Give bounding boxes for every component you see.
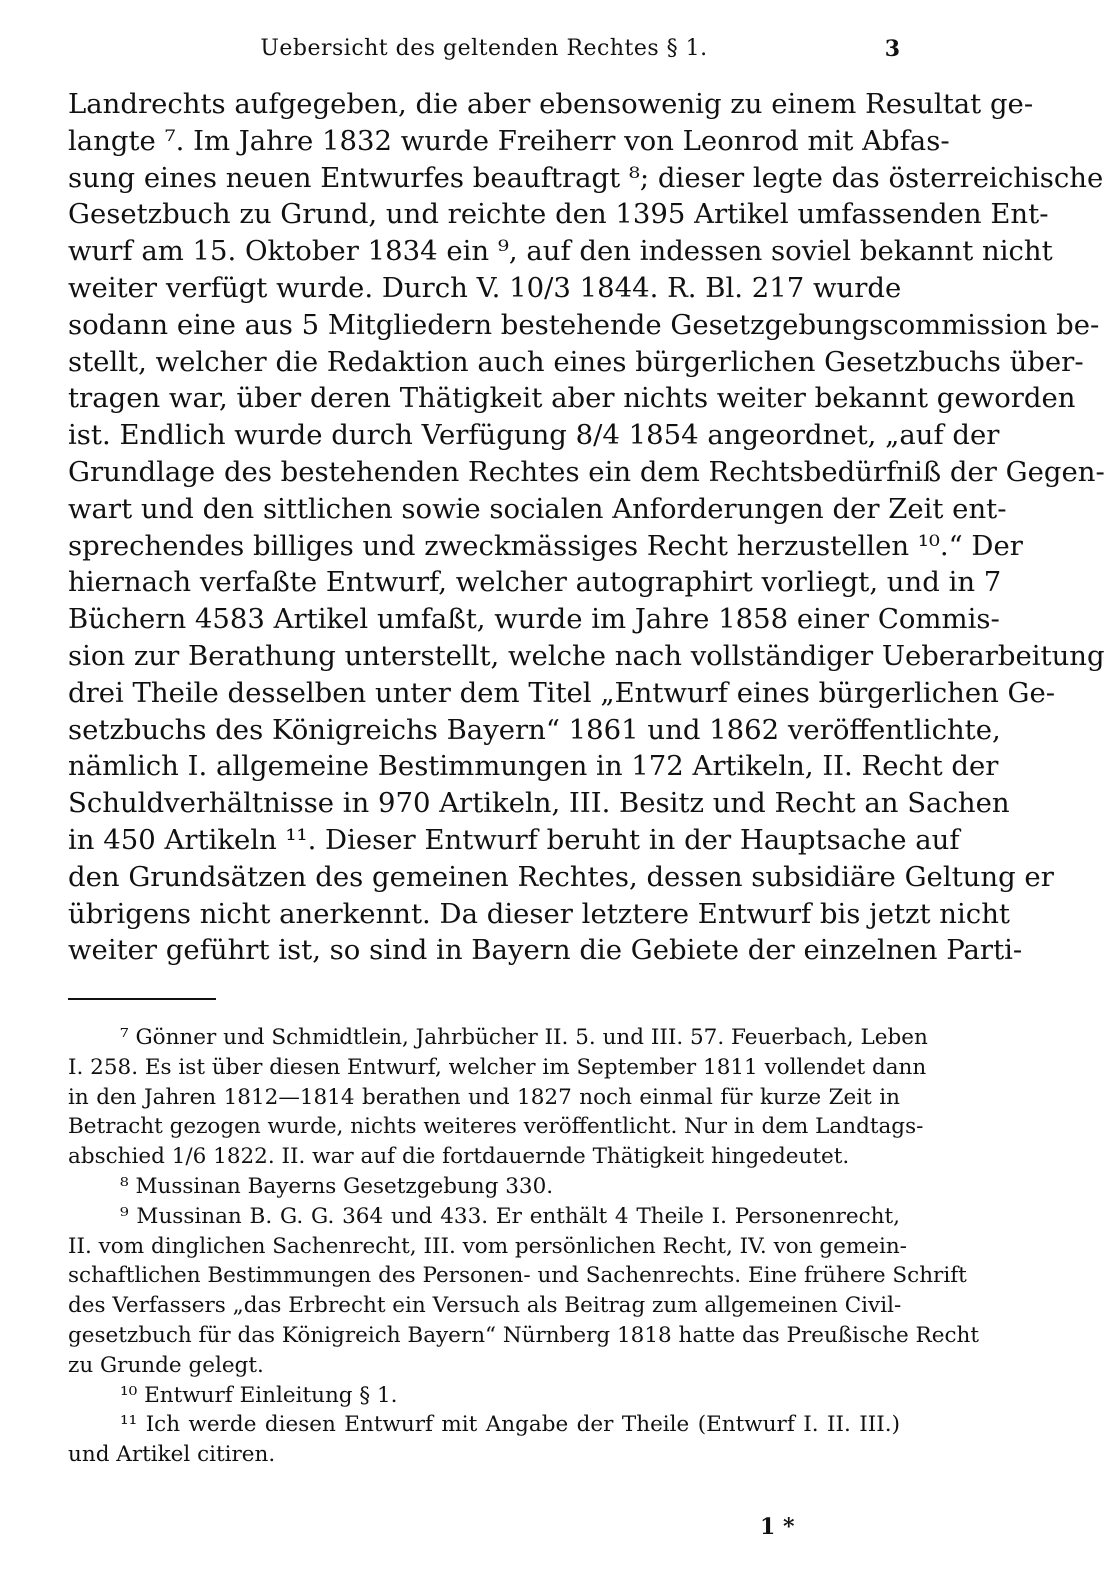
footnote-line: gesetzbuch für das Königreich Bayern“ Nürnberg 1818 hatte das Preußische Recht [68,1322,979,1348]
text-line: nämlich I. allgemeine Bestimmungen in 172 Artikeln, II. Recht der [68,750,999,783]
text-line: weiter geführt ist, so sind in Bayern die Gebiete der einzelnen Parti- [68,934,1023,967]
text-line: Schuldverhältnisse in 970 Artikeln, III. Besitz und Recht an Sachen [68,787,1010,820]
text-line: Büchern 4583 Artikel umfaßt, wurde im Jahre 1858 einer Commis- [68,603,1000,636]
footnote-line: II. vom dinglichen Sachenrecht, III. vom persönlichen Recht, IV. von gemein- [68,1233,907,1259]
footnote-line: ⁹ Mussinan B. G. G. 364 und 433. Er enthält 4 Theile I. Personenrecht, [120,1203,900,1229]
text-line: Grundlage des bestehenden Rechtes ein dem Rechtsbedürfniß der Gegen- [68,455,1105,488]
footnote-line: und Artikel citiren. [68,1442,276,1468]
footnote-line: ¹⁰ Entwurf Einleitung § 1. [120,1382,398,1408]
footnote-line: ¹¹ Ich werde diesen Entwurf mit Angabe der Theile (Entwurf I. II. III.) [120,1412,900,1438]
text-line: drei Theile desselben unter dem Titel „Entwurf eines bürgerlichen Ge- [68,676,1056,709]
footnote-line: abschied 1/6 1822. II. war auf die fortdauernde Thätigkeit hingedeutet. [68,1144,850,1170]
footnote-line: I. 258. Es ist über diesen Entwurf, welcher im September 1811 vollendet dann [68,1054,927,1080]
text-line: langte ⁷. Im Jahre 1832 wurde Freiherr von Leonrod mit Abfas- [68,124,950,157]
text-line: tragen war, über deren Thätigkeit aber nichts weiter bekannt geworden [68,382,1076,415]
page-number: 3 [884,36,900,62]
text-line: in 450 Artikeln ¹¹. Dieser Entwurf beruht in der Hauptsache auf [68,823,960,856]
footnote-line: ⁸ Mussinan Bayerns Gesetzgebung 330. [120,1173,554,1199]
text-line: wurf am 15. Oktober 1834 ein ⁹, auf den indessen soviel bekannt nicht [68,235,1053,268]
text-line: sion zur Berathung unterstellt, welche nach vollständiger Ueberarbeitung [68,639,1105,672]
text-line: den Grundsätzen des gemeinen Rechtes, dessen subsidiäre Geltung er [68,860,1054,893]
running-title: Uebersicht des geltenden Rechtes § 1. [260,36,708,61]
text-line: sodann eine aus 5 Mitgliedern bestehende Gesetzgebungscommission be- [68,308,1100,341]
text-line: Landrechts aufgegeben, die aber ebensowenig zu einem Resultat ge- [68,88,1034,120]
text-line: weiter verfügt wurde. Durch V. 10/3 1844. R. Bl. 217 wurde [68,271,902,304]
text-line: sprechendes billiges und zweckmässiges Recht herzustellen ¹⁰.“ Der [68,529,1023,562]
page-header [68,36,900,66]
text-line: Gesetzbuch zu Grund, und reichte den 1395 Artikel umfassenden Ent- [68,198,1049,231]
signature-mark: 1 * [760,1514,795,1540]
footnote-line: Betracht gezogen wurde, nichts weiteres veröffentlicht. Nur in dem Landtags- [68,1114,924,1140]
text-line: wart und den sittlichen sowie socialen Anforderungen der Zeit ent- [68,492,1007,525]
footnote-line: ⁷ Gönner und Schmidtlein, Jahrbücher II. 5. und III. 57. Feuerbach, Leben [120,1025,928,1050]
footnote-separator [68,998,216,1000]
main-text [68,86,1105,969]
footnote-line: des Verfassers „das Erbrecht ein Versuch als Beitrag zum allgemeinen Civil- [68,1293,902,1319]
footnote-line: schaftlichen Bestimmungen des Personen- und Sachenrechts. Eine frühere Schrift [68,1263,967,1289]
footnotes [68,1023,979,1470]
text-line: sung eines neuen Entwurfes beauftragt ⁸; dieser legte das österreichische [68,161,1104,194]
footnote-line: in den Jahren 1812—1814 berathen und 1827 noch einmal für kurze Zeit in [68,1084,900,1110]
text-line: stellt, welcher die Redaktion auch eines bürgerlichen Gesetzbuchs über- [68,345,1084,378]
text-line: hiernach verfaßte Entwurf, welcher autographirt vorliegt, und in 7 [68,566,1002,599]
text-line: setzbuchs des Königreichs Bayern“ 1861 und 1862 veröffentlichte, [68,713,1001,746]
text-line: ist. Endlich wurde durch Verfügung 8/4 1854 angeordnet, „auf der [68,419,1000,452]
footnote-line: zu Grunde gelegt. [68,1352,264,1378]
text-line: übrigens nicht anerkennt. Da dieser letztere Entwurf bis jetzt nicht [68,897,1010,930]
